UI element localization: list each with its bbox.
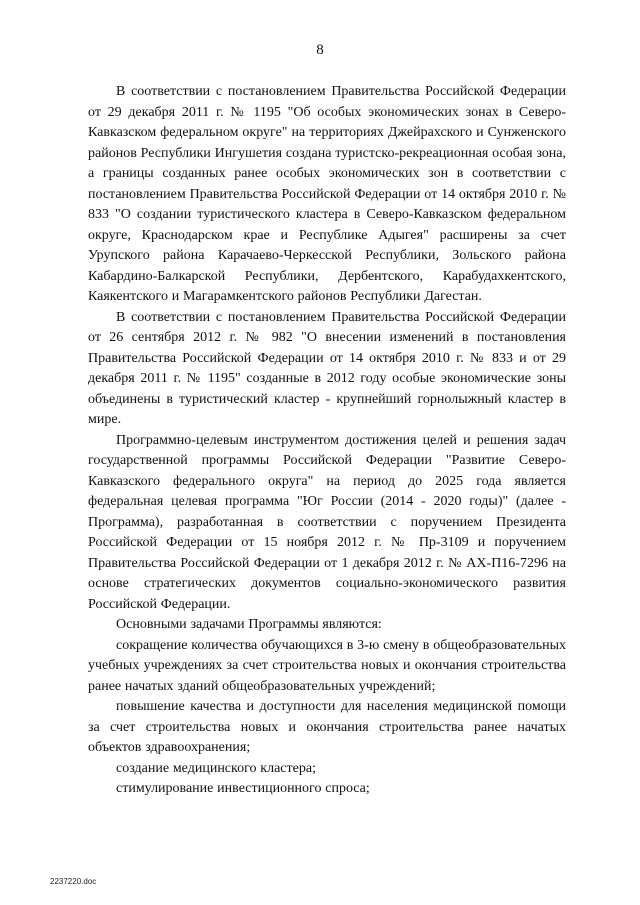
paragraph-special-economic-zones: В соответствии с постановлением Правительства Российской Федерации от 29 декабря 2011 г. № 1195 "Об особых экономических зонах в Северо-Кавказском федеральном округе" на территориях Джейрахского и Сунженского районов Республики Ингушетия создана туристско-рекреационная особая зона, а границы созданных ранее особых экономических зон в соответствии с постановлением Правительства Российской Федерации от 14 октября 2010 г. № 833 "О создании туристического кластера в Северо-Кавказском федеральном округе, Краснодарском крае и Республике Адыгея" расширены за счет Урупского района Карачаево-Черкесской Республики, Зольского района Кабардино-Балкарской Республики, Дербентского, Карабудахкентского, Каякентского и Магарамкентского районов Республики Дагестан. [88,84,566,304]
document-body [88,82,566,800]
paragraph-program-instrument: Программно-целевым инструментом достижения целей и решения задач государственной программы Российской Федерации "Развитие Северо-Кавказского федерального округа" на период до 2025 года является федеральная целевая программа "Юг России (2014 - 2020 годы)" (далее - Программа), разработанная в соответствии с поручением Президента Российской Федерации от 15 ноября 2012 г. № Пр-3109 и поручением Правительства Российской Федерации от 1 декабря 2012 г. № АХ-П16-7296 на основе стратегических документов социально-экономического развития Российской Федерации. [88,432,566,612]
file-code-footer: 2237220.doc [50,877,97,886]
list-item-school-shifts: сокращение количества обучающихся в 3-ю смену в общеобразовательных учебных учреждениях за счет строительства новых и окончания строительства ранее начатых зданий общеобразовательных учреждений; [88,637,566,694]
list-item-medical-care: повышение качества и доступности для населения медицинской помощи за счет строительства новых и окончания строительства ранее начатых объектов здравоохранения; [88,699,566,755]
list-item-investment-demand: стимулирование инвестиционного спроса; [116,781,370,796]
page-number: 8 [316,42,324,58]
paragraph-tourist-cluster: В соответствии с постановлением Правительства Российской Федерации от 26 сентября 2012 г. № 982 "О внесении изменений в постановления Правительства Российской Федерации от 14 октября 2010 г. № 833 и от 29 декабря 2011 г. № 1195" созданные в 2012 году особые экономические зоны объединены в туристический кластер - крупнейший горнолыжный кластер в мире. [88,309,566,427]
paragraph-program-tasks-intro: Основными задачами Программы являются: [116,617,382,632]
list-item-medical-cluster: создание медицинского кластера; [116,760,316,776]
